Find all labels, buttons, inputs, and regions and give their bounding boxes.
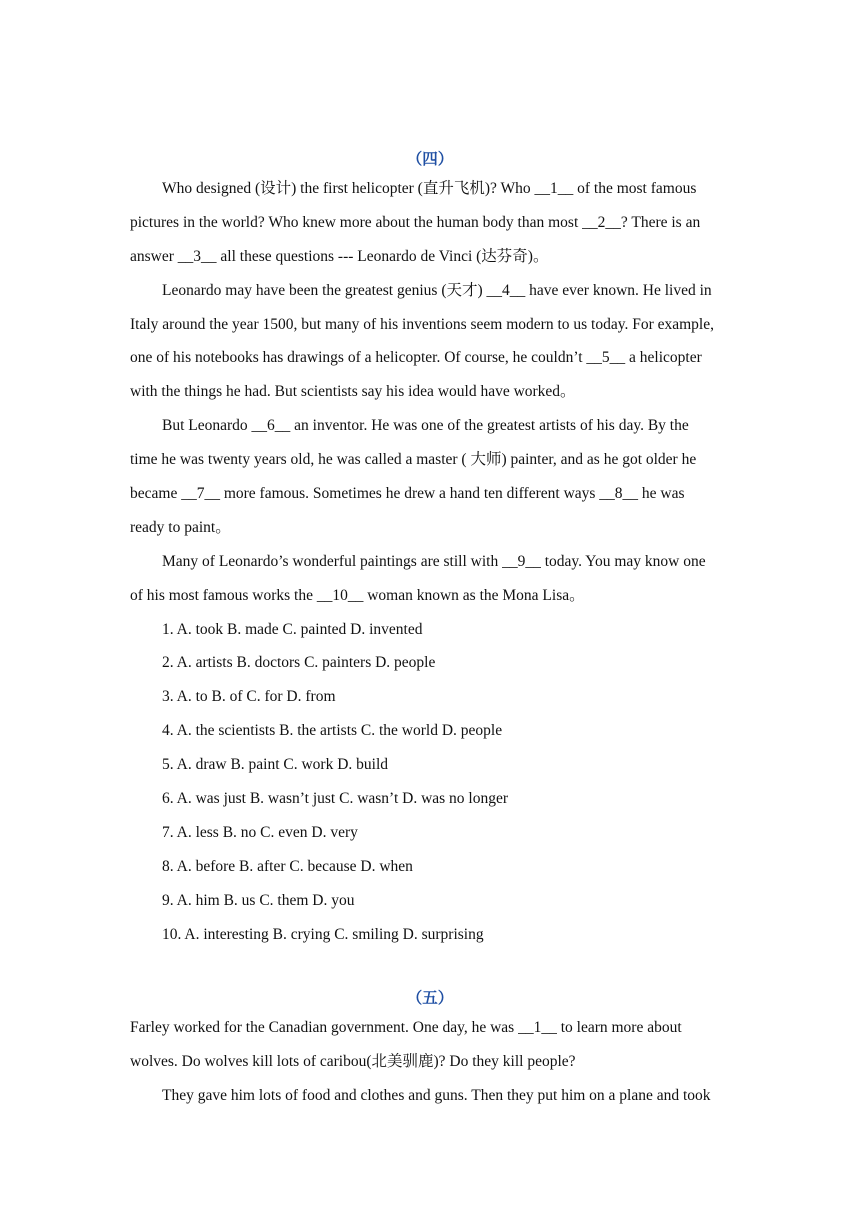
option-line: 6. A. was just B. wasn’t just C. wasn’t D. was no longer bbox=[162, 790, 509, 808]
paragraph-line: Many of Leonardo’s wonderful paintings are still with __9__ today. You may know one bbox=[162, 552, 706, 570]
option-line: 5. A. draw B. paint C. work D. build bbox=[162, 756, 389, 774]
option-line: 2. A. artists B. doctors C. painters D. people bbox=[162, 654, 436, 672]
paragraph-line: with the things he had. But scientists say his idea would have worked。 bbox=[130, 383, 576, 401]
section-heading-5: （五） bbox=[406, 990, 454, 1008]
section-gap bbox=[130, 951, 730, 987]
paragraph-line: one of his notebooks has drawings of a helicopter. Of course, he couldn’t __5__ a helicopter bbox=[130, 349, 702, 367]
paragraph-line: answer __3__ all these questions --- Leonardo de Vinci (达芬奇)。 bbox=[130, 247, 549, 265]
paragraph-line: ready to paint。 bbox=[130, 518, 231, 536]
paragraph-line: Farley worked for the Canadian government. One day, he was __1__ to learn more about bbox=[130, 1019, 682, 1037]
option-line: 8. A. before B. after C. because D. when bbox=[162, 857, 413, 875]
paragraph-line: Leonardo may have been the greatest genius (天才) __4__ have ever known. He lived in bbox=[162, 281, 712, 299]
section-heading-4: （四） bbox=[406, 151, 454, 168]
paragraph-line: pictures in the world? Who knew more about the human body than most __2__? There is an bbox=[130, 213, 701, 231]
paragraph-line: They gave him lots of food and clothes and guns. Then they put him on a plane and took bbox=[162, 1087, 711, 1105]
paragraph-line: Italy around the year 1500, but many of his inventions seem modern to us today. For example, bbox=[130, 315, 714, 333]
option-line: 10. A. interesting B. crying C. smiling D. surprising bbox=[162, 925, 484, 943]
paragraph-line: But Leonardo __6__ an inventor. He was one of the greatest artists of his day. By the bbox=[162, 417, 689, 435]
option-line: 3. A. to B. of C. for D. from bbox=[162, 688, 336, 706]
paragraph-line: wolves. Do wolves kill lots of caribou(北美驯鹿)? Do they kill people? bbox=[130, 1053, 576, 1071]
paragraph-line: time he was twenty years old, he was called a master ( 大师) painter, and as he got older he bbox=[130, 451, 697, 469]
paragraph-line: Who designed (设计) the first helicopter (直升飞机)? Who __1__ of the most famous bbox=[162, 180, 697, 197]
option-line: 4. A. the scientists B. the artists C. the world D. people bbox=[162, 722, 503, 740]
document-page bbox=[130, 148, 730, 1113]
paragraph-line: became __7__ more famous. Sometimes he drew a hand ten different ways __8__ he was bbox=[130, 485, 685, 503]
option-line: 1. A. took B. made C. painted D. invented bbox=[162, 620, 423, 638]
option-line: 7. A. less B. no C. even D. very bbox=[162, 823, 358, 841]
option-line: 9. A. him B. us C. them D. you bbox=[162, 891, 355, 909]
paragraph-line: of his most famous works the __10__ woman known as the Mona Lisa。 bbox=[130, 586, 585, 604]
